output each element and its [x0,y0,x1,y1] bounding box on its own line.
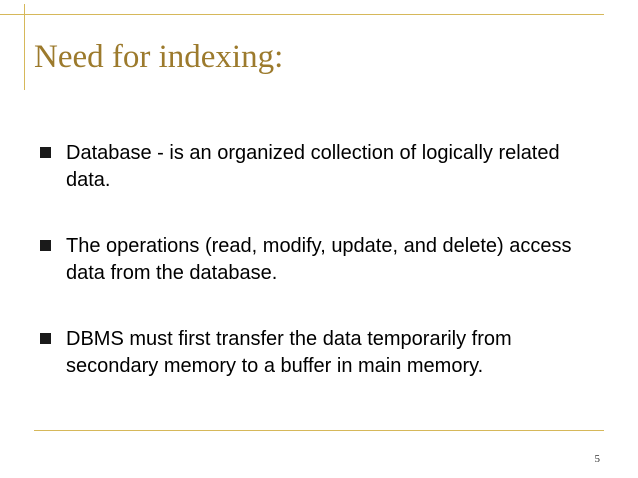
bottom-rule [34,430,604,431]
slide-title: Need for indexing: [34,39,284,75]
bullet-list [40,140,600,380]
bullet-item [40,233,600,287]
square-bullet-icon [40,333,51,344]
left-rule [24,4,25,90]
bullet-text: The operations (read, modify, update, and delete) access data from the database. [66,235,572,284]
bullet-text: Database - is an organized collection of logically related data. [66,142,560,191]
square-bullet-icon [40,240,51,251]
bullet-text: DBMS must first transfer the data temporarily from secondary memory to a buffer in main memory. [66,328,512,377]
page-number: 5 [594,453,600,465]
square-bullet-icon [40,147,51,158]
top-rule [0,14,604,15]
bullet-item [40,326,600,380]
bullet-item [40,140,600,194]
